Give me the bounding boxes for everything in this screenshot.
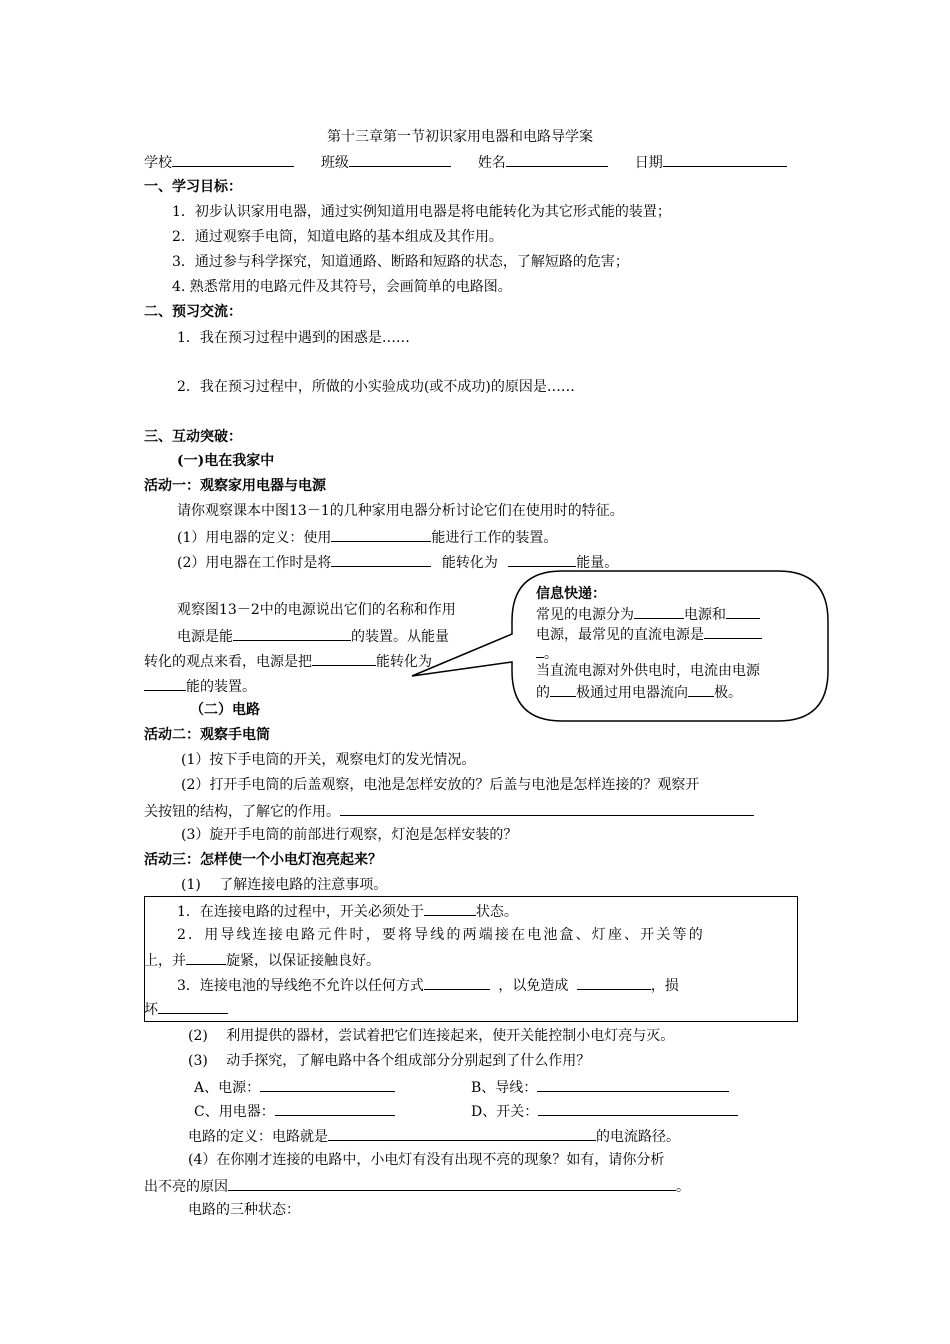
blank-appliance-role[interactable] [275, 1101, 395, 1116]
role-power: A、电源： [194, 1077, 395, 1097]
school-label: 学校 [144, 155, 172, 171]
info-line-2: 电源，最常见的直流电源是 [536, 624, 762, 644]
activity2-step2: (2）打开手电筒的后盖观察，电池是怎样安放的？后盖与电池是怎样连接的？观察开 [181, 777, 700, 793]
activity3-step3: (3) 动手探究，了解电路中各个组成部分分别起到了什么作用？ [188, 1053, 591, 1069]
goal-1: 1．初步认识家用电器，通过实例知道用电器是将电能转化为其它形式能的装置； [172, 204, 671, 220]
source-def-3: 能的装置。 [144, 676, 256, 696]
activity2-step3: (3）旋开手电筒的前部进行观察，灯泡是怎样安装的？ [181, 827, 518, 843]
blank-source-type-1[interactable] [634, 604, 684, 619]
circuit-definition: 电路的定义：电路就是 的电流路径。 [188, 1126, 680, 1146]
blank-reason[interactable] [228, 1176, 676, 1191]
blank-power-role[interactable] [260, 1077, 395, 1092]
blank-dc-source-end[interactable] [536, 643, 544, 658]
section3-heading: 三、互动突破： [144, 429, 242, 445]
activity3-step2: (2) 利用提供的器材，尝试着把它们连接起来，使开关能控制小电灯亮与灭。 [188, 1028, 675, 1044]
info-line-4: 当直流电源对外供电时，电流由电源 [536, 663, 760, 679]
role-wire: B、导线： [471, 1077, 729, 1097]
info-title: 信息快递： [536, 586, 606, 602]
section1-heading: 一、学习目标： [144, 179, 242, 195]
activity1-intro: 请你观察课本中图13－1的几种家用电器分析讨论它们在使用时的特征。 [177, 503, 624, 519]
note-3b: 坏 [144, 999, 228, 1019]
activity1-q1: (1）用电器的定义：使用 能进行工作的装置。 [177, 527, 557, 547]
info-line-3: 。 [536, 643, 558, 663]
circuit-states: 电路的三种状态： [188, 1202, 300, 1218]
blank-switch-state[interactable] [424, 901, 476, 916]
blank-wire-role[interactable] [537, 1077, 729, 1092]
blank-damaged[interactable] [158, 999, 228, 1014]
activity3-step4b: 出不亮的原因 。 [144, 1176, 690, 1196]
goal-4: 4. 熟悉常用的电路元件及其符号，会画简单的电路图。 [172, 279, 512, 295]
section2-heading: 二、预习交流： [144, 304, 242, 320]
note-3: 3．连接电池的导线绝不允许以任何方式 ，以免造成 ，损 [177, 975, 679, 995]
blank-connection[interactable] [424, 975, 490, 990]
blank-switch-role[interactable] [538, 1101, 738, 1116]
blank-dc-source[interactable] [704, 624, 762, 639]
activity3-heading: 活动三：怎样使一个小电灯泡亮起来？ [144, 852, 382, 868]
note-2: 2．用导线连接电路元件时，要将导线的两端接在电池盒、灯座、开关等的 [177, 927, 705, 943]
activity2-step1: (1）按下手电筒的开关，观察电灯的发光情况。 [181, 752, 476, 768]
activity3-step1: (1) 了解连接电路的注意事项。 [181, 877, 388, 893]
blank-pole-1[interactable] [550, 682, 576, 697]
part2-heading: （二）电路 [190, 702, 260, 718]
date-label: 日期 [634, 155, 663, 171]
info-line-5: 的 极通过用电器流向 极。 [536, 682, 742, 702]
blank-button-role[interactable] [340, 801, 754, 816]
activity3-step4: (4）在你刚才连接的电路中，小电灯有没有出现不亮的现象？如有，请你分析 [188, 1152, 665, 1168]
preview-q1: 1．我在预习过程中遇到的困惑是…… [177, 330, 410, 346]
blank-source-type-2[interactable] [726, 604, 760, 619]
note-2b: 上，并 旋紧，以保证接触良好。 [144, 950, 380, 970]
activity1-q2: (2）用电器在工作时是将 能转化为 能量。 [177, 552, 618, 572]
activity2-heading: 活动二：观察手电筒 [144, 727, 270, 743]
goal-2: 2．通过观察手电筒，知道电路的基本组成及其作用。 [172, 229, 503, 245]
source-def-2: 转化的观点来看，电源是把 能转化为 [144, 651, 432, 671]
blank-tighten-direction[interactable] [186, 950, 226, 965]
blank-pole-2[interactable] [688, 682, 714, 697]
part1-heading: (一)电在我家中 [177, 453, 275, 469]
role-switch: D、开关： [471, 1101, 738, 1121]
class-label: 班级 [320, 155, 349, 171]
source-def-1: 电源是能 的装置。从能量 [177, 626, 449, 646]
blank-circuit-definition[interactable] [328, 1126, 596, 1141]
preview-q2: 2．我在预习过程中，所做的小实验成功(或不成功)的原因是…… [177, 379, 575, 395]
note-1: 1．在连接电路的过程中，开关必须处于 状态。 [177, 901, 518, 921]
activity2-step2b: 关按钮的结构，了解它的作用。 [144, 801, 754, 821]
activity1-observe: 观察图13－2中的电源说出它们的名称和作用 [177, 602, 456, 618]
activity1-heading: 活动一：观察家用电器与电源 [144, 478, 326, 494]
blank-consequence[interactable] [577, 975, 651, 990]
info-line-1: 常见的电源分为 电源和 [536, 604, 760, 624]
goal-3: 3．通过参与科学探究，知道通路、断路和短路的状态，了解短路的危害； [172, 254, 629, 270]
page-title: 第十三章第一节初识家用电器和电路导学案 [327, 129, 593, 145]
role-appliance: C、用电器： [194, 1101, 395, 1121]
name-label: 姓名 [477, 155, 506, 171]
